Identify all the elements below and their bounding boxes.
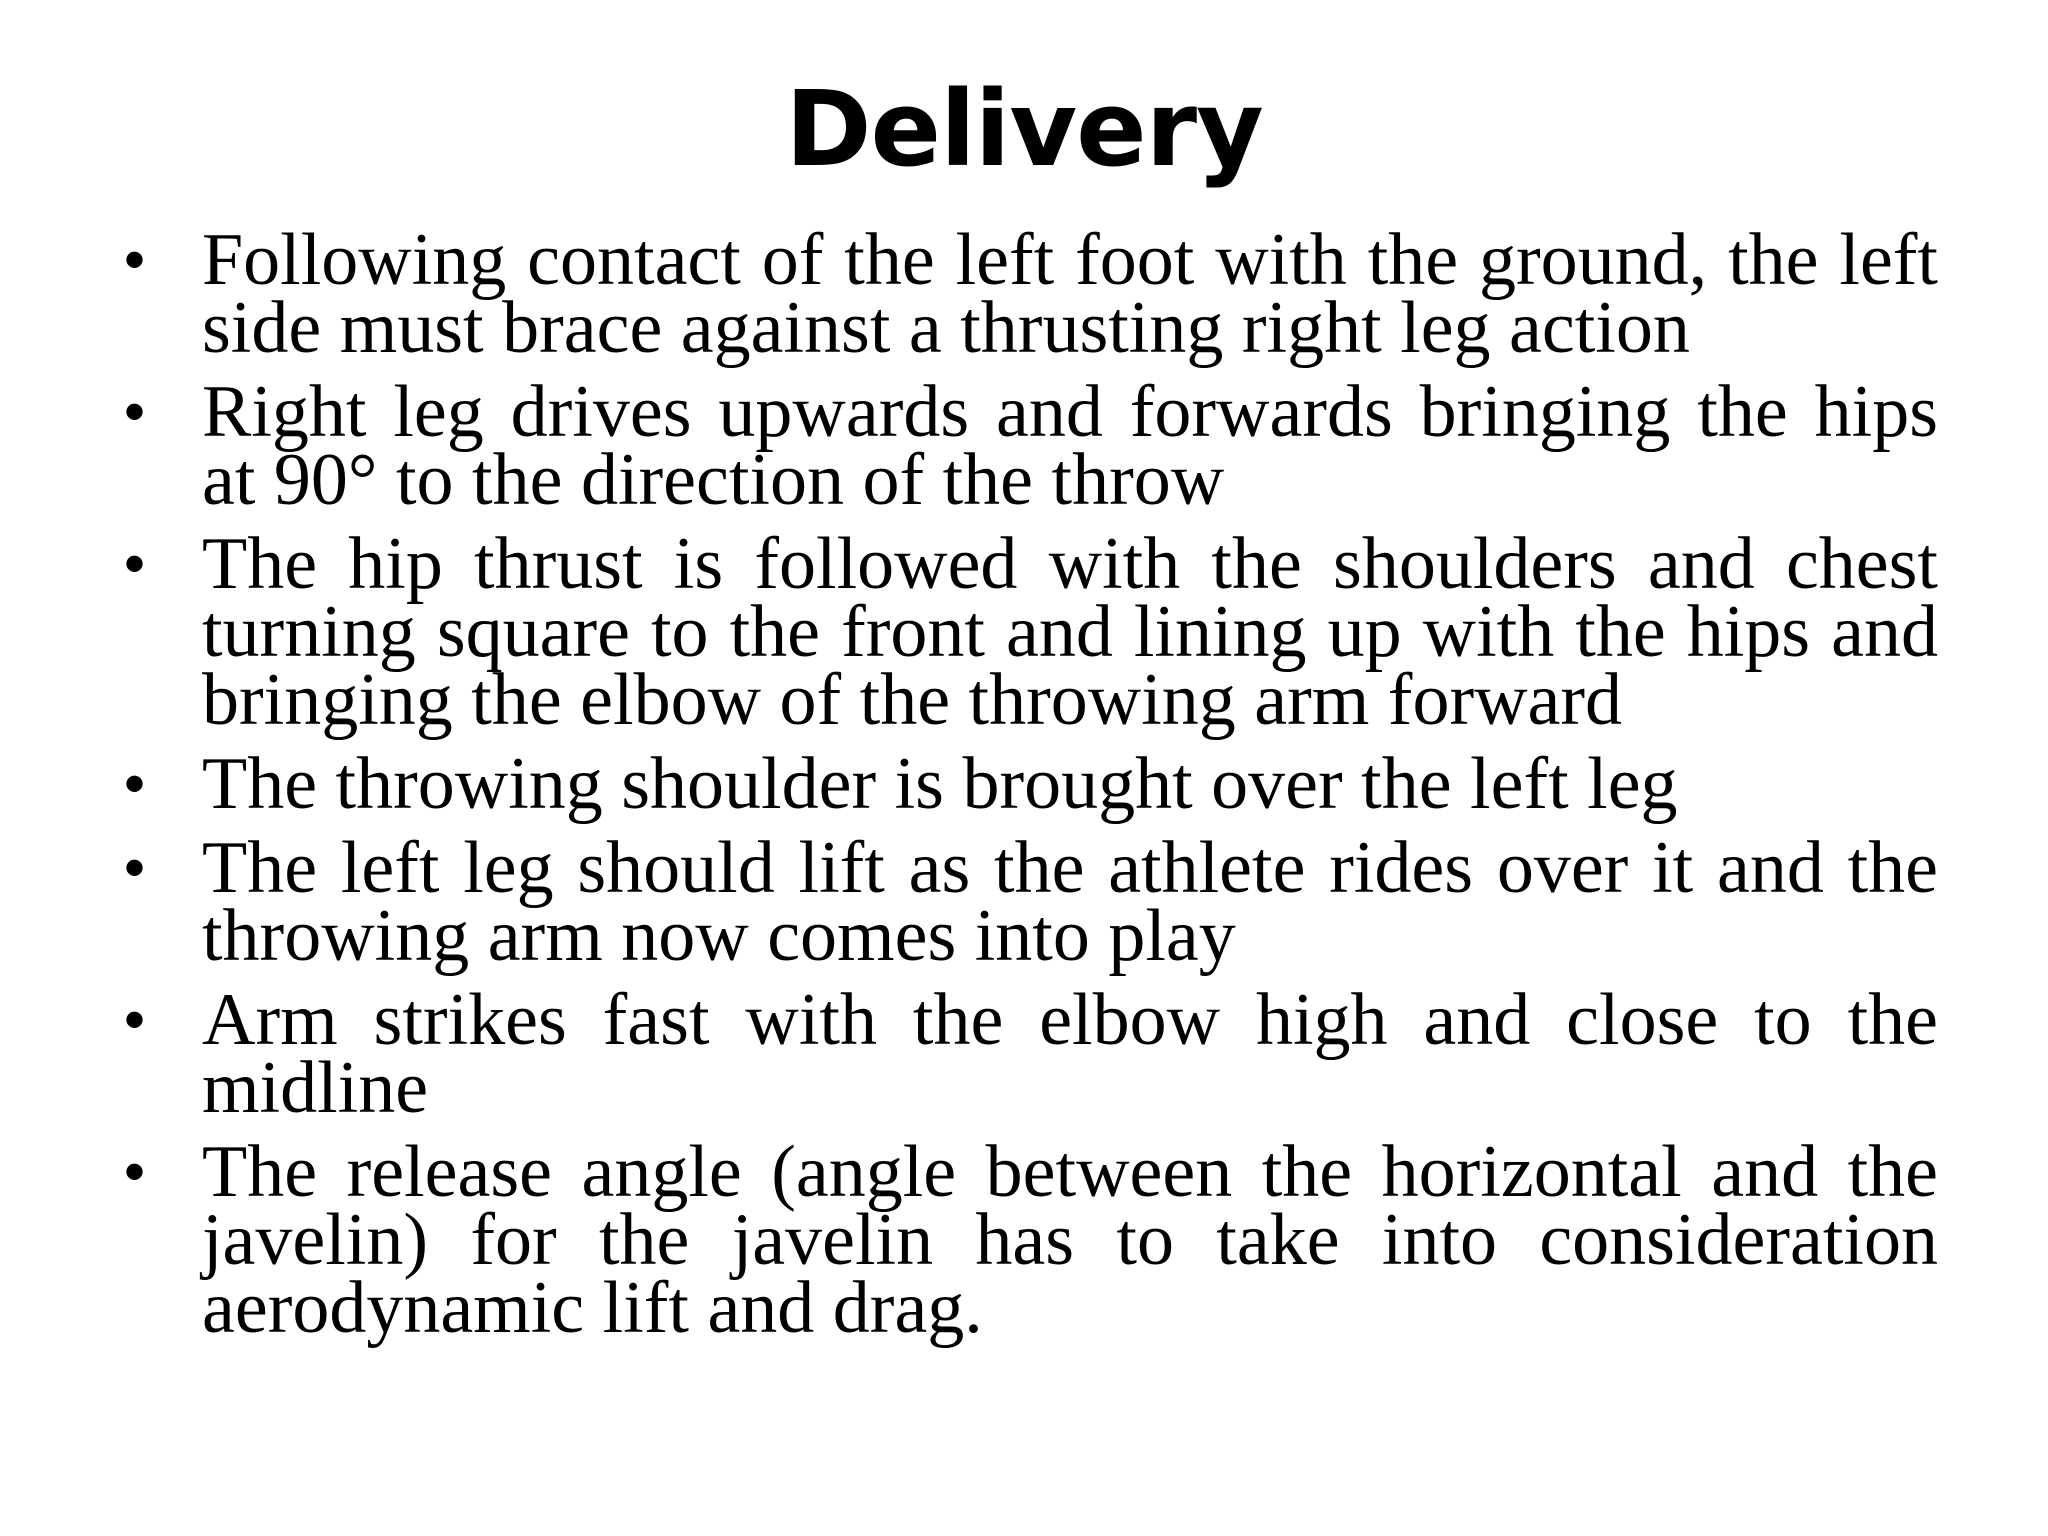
bullet-text: Following contact of the left foot with the ground, the left side must brace against a thrusting right leg action <box>202 219 1938 369</box>
bullet-text: The hip thrust is followed with the shoulders and chest turning square to the front and lining up with the hips and bringing the elbow of the throwing arm forward <box>202 523 1938 741</box>
bullet-marker: • <box>124 1138 146 1205</box>
bullet-item <box>118 827 1938 977</box>
bullet-marker: • <box>124 378 146 445</box>
bullet-item <box>118 523 1938 741</box>
bullet-item <box>118 371 1938 521</box>
bullet-marker: • <box>124 530 146 597</box>
bullet-marker: • <box>124 834 146 901</box>
bullet-text: The throwing shoulder is brought over the left leg <box>202 743 1678 825</box>
slide-title: Delivery <box>785 68 1263 190</box>
bullet-text: Right leg drives upwards and forwards bringing the hips at 90° to the direction of the throw <box>202 371 1938 521</box>
bullet-marker: • <box>124 226 146 293</box>
bullet-item <box>118 1131 1938 1349</box>
bullet-text: The left leg should lift as the athlete rides over it and the throwing arm now comes into play <box>202 827 1938 977</box>
bullet-text: The release angle (angle between the horizontal and the javelin) for the javelin has to take into consideration aerodynamic lift and drag. <box>202 1131 1938 1349</box>
bullet-marker: • <box>124 750 146 817</box>
bullet-marker: • <box>124 986 146 1053</box>
bullet-item <box>118 979 1938 1129</box>
bullet-list <box>118 219 1938 1358</box>
bullet-text: Arm strikes fast with the elbow high and close to the midline <box>202 979 1938 1129</box>
bullet-item <box>118 743 1938 825</box>
bullet-item <box>118 219 1938 369</box>
